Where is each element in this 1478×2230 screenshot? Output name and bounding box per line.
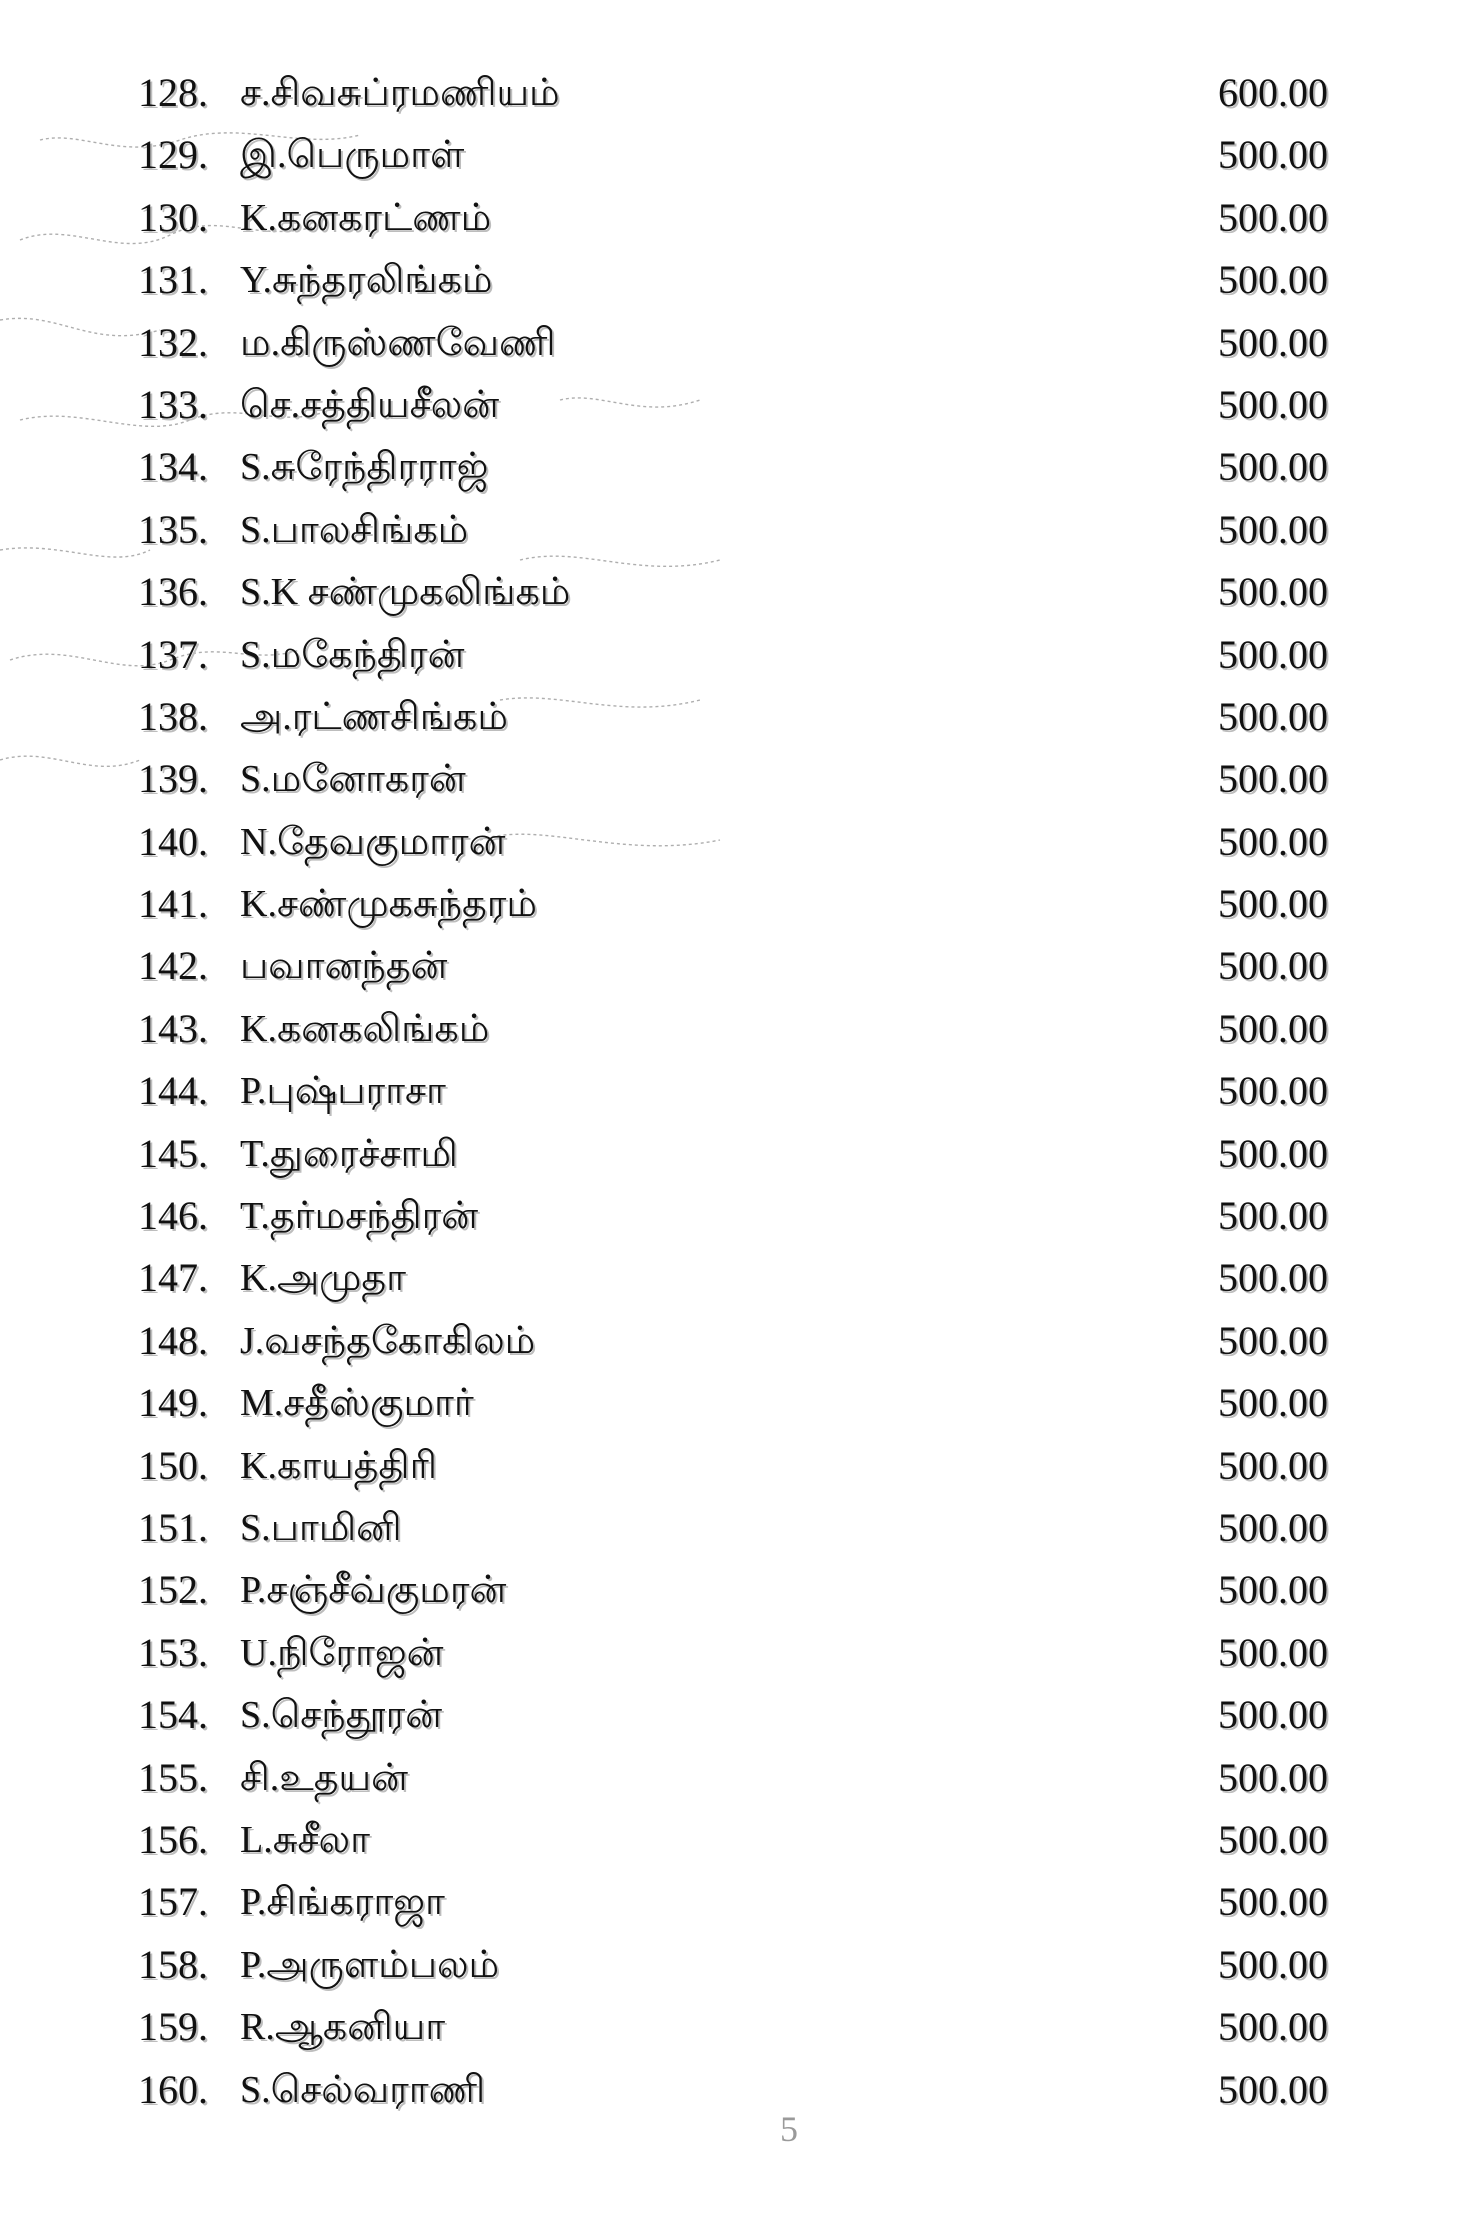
- entry-amount: 500.00: [1218, 693, 1328, 739]
- entry-amount: 500.00: [1218, 132, 1328, 178]
- entry-number: 148.: [138, 1317, 208, 1363]
- entry-number: 143.: [138, 1005, 208, 1051]
- entry-amount: 500.00: [1218, 1255, 1328, 1301]
- entry-amount: 600.00: [1218, 70, 1328, 115]
- entry-number: 131.: [138, 257, 208, 303]
- entry-amount: 500.00: [1218, 1193, 1328, 1239]
- entry-name: அ.ரட்ணசிங்கம்: [240, 695, 508, 738]
- entry-number: 140.: [138, 818, 208, 864]
- list-item: [0, 1123, 1478, 1185]
- entry-number: 129.: [138, 132, 208, 178]
- list-item: [0, 1747, 1478, 1809]
- entry-name: K.அமுதா: [240, 1257, 406, 1300]
- list-item: [0, 312, 1478, 374]
- entry-number: 144.: [138, 1068, 208, 1114]
- entry-amount: 500.00: [1218, 818, 1328, 864]
- entry-amount: 500.00: [1218, 381, 1328, 427]
- entry-number: 145.: [138, 1130, 208, 1176]
- list-item: [0, 1247, 1478, 1309]
- list-item: [0, 1684, 1478, 1746]
- entry-name: P.புஷ்பராசா: [240, 1070, 446, 1113]
- list-item: [0, 1497, 1478, 1559]
- entry-amount: 500.00: [1218, 943, 1328, 989]
- entry-name: செ.சத்தியசீலன்: [240, 383, 500, 426]
- list-item: [0, 1809, 1478, 1871]
- entry-amount: 500.00: [1218, 1130, 1328, 1176]
- entry-number: 135.: [138, 506, 208, 552]
- entry-number: 150.: [138, 1442, 208, 1488]
- list-item: [0, 998, 1478, 1060]
- entry-number: 160.: [138, 2066, 208, 2112]
- entry-number: 128.: [138, 70, 208, 115]
- list-item: [0, 1871, 1478, 1933]
- entry-name: K.கனகரட்ணம்: [240, 196, 492, 239]
- entry-name: S.மகேந்திரன்: [240, 633, 465, 676]
- entry-number: 142.: [138, 943, 208, 989]
- entry-name: S.சுரேந்திரராஜ்: [240, 446, 489, 489]
- entry-amount: 500.00: [1218, 569, 1328, 615]
- entry-name: L.சுசீலா: [240, 1818, 370, 1861]
- entry-name: S.K சண்முகலிங்கம்: [240, 571, 571, 614]
- entry-number: 141.: [138, 881, 208, 927]
- list-item: [0, 686, 1478, 748]
- entry-amount: 500.00: [1218, 1005, 1328, 1051]
- list-item: [0, 436, 1478, 498]
- entry-name: K.கனகலிங்கம்: [240, 1007, 490, 1050]
- entry-name: P.சிங்கராஜா: [240, 1881, 445, 1924]
- entry-amount: 500.00: [1218, 1068, 1328, 1114]
- entry-name: பவானந்தன்: [240, 945, 448, 988]
- entry-number: 157.: [138, 1879, 208, 1925]
- entry-amount: 500.00: [1218, 1879, 1328, 1925]
- entry-name: S.மனோகரன்: [240, 758, 466, 801]
- entry-name: S.பாமினி: [240, 1506, 402, 1549]
- entry-number: 152.: [138, 1567, 208, 1613]
- list-item: [0, 811, 1478, 873]
- entry-amount: 500.00: [1218, 1941, 1328, 1987]
- entry-number: 139.: [138, 756, 208, 802]
- entry-name: ம.கிருஸ்ணவேணி: [240, 321, 556, 364]
- entry-name: R.ஆகனியா: [240, 2006, 446, 2049]
- list-item: [0, 624, 1478, 686]
- entry-amount: 500.00: [1218, 194, 1328, 240]
- entry-number: 137.: [138, 631, 208, 677]
- entry-name: U.நிரோஜன்: [240, 1631, 444, 1674]
- entry-name: P.அருளம்பலம்: [240, 1943, 500, 1986]
- entry-number: 132.: [138, 319, 208, 365]
- entry-number: 155.: [138, 1754, 208, 1800]
- list-item: [0, 1622, 1478, 1684]
- list-item: [0, 748, 1478, 810]
- entry-amount: 500.00: [1218, 1692, 1328, 1738]
- page-number: 5: [780, 2109, 798, 2149]
- list-item: [0, 1372, 1478, 1434]
- entry-name: சி.உதயன்: [240, 1756, 408, 1799]
- list-item: [0, 2059, 1478, 2121]
- entry-name: S.பாலசிங்கம்: [240, 508, 469, 551]
- list-item: [0, 561, 1478, 623]
- entry-number: 153.: [138, 1629, 208, 1675]
- entry-number: 147.: [138, 1255, 208, 1301]
- entry-amount: 500.00: [1218, 506, 1328, 552]
- entry-amount: 500.00: [1218, 631, 1328, 677]
- list-item: [0, 187, 1478, 249]
- entry-amount: 500.00: [1218, 444, 1328, 490]
- list-item: [0, 1934, 1478, 1996]
- entry-amount: 500.00: [1218, 1442, 1328, 1488]
- list-item: [0, 374, 1478, 436]
- entry-name: S.செந்தூரன்: [240, 1694, 443, 1737]
- list-item: [0, 1435, 1478, 1497]
- entry-number: 146.: [138, 1193, 208, 1239]
- entry-amount: 500.00: [1218, 319, 1328, 365]
- entry-number: 159.: [138, 2004, 208, 2050]
- entry-amount: 500.00: [1218, 1629, 1328, 1675]
- entry-amount: 500.00: [1218, 1567, 1328, 1613]
- entry-number: 130.: [138, 194, 208, 240]
- entry-amount: 500.00: [1218, 1816, 1328, 1862]
- entry-amount: 500.00: [1218, 881, 1328, 927]
- entry-name: S.செல்வராணி: [240, 2068, 486, 2111]
- entry-number: 154.: [138, 1692, 208, 1738]
- entry-amount: 500.00: [1218, 1317, 1328, 1363]
- list-item: [0, 124, 1478, 186]
- entry-name: K.காயத்திரி: [240, 1444, 437, 1487]
- list-item: [0, 873, 1478, 935]
- list-item: [0, 1060, 1478, 1122]
- list-item: [0, 499, 1478, 561]
- entry-amount: 500.00: [1218, 1504, 1328, 1550]
- entry-name: J.வசந்தகோகிலம்: [240, 1319, 536, 1362]
- entry-name: M.சதீஸ்குமார்: [240, 1382, 474, 1425]
- entry-amount: 500.00: [1218, 1380, 1328, 1426]
- entry-name: N.தேவகுமாரன்: [240, 820, 506, 863]
- entry-amount: 500.00: [1218, 2066, 1328, 2112]
- entry-name: K.சண்முகசுந்தரம்: [240, 883, 537, 926]
- entry-number: 151.: [138, 1504, 208, 1550]
- entry-name: T.தர்மசந்திரன்: [240, 1195, 479, 1238]
- entry-name: T.துரைச்சாமி: [240, 1132, 458, 1175]
- entry-amount: 500.00: [1218, 1754, 1328, 1800]
- entry-amount: 500.00: [1218, 2004, 1328, 2050]
- list-item: [0, 249, 1478, 311]
- list-item: [0, 1996, 1478, 2058]
- entry-number: 134.: [138, 444, 208, 490]
- entry-name: இ.பெருமாள்: [240, 134, 465, 177]
- entry-name: Y.சுந்தரலிங்கம்: [240, 259, 493, 302]
- entry-number: 133.: [138, 381, 208, 427]
- entry-amount: 500.00: [1218, 756, 1328, 802]
- list-item: [0, 1185, 1478, 1247]
- list-item: [0, 62, 1478, 124]
- list-item: [0, 1310, 1478, 1372]
- entry-number: 149.: [138, 1380, 208, 1426]
- entry-number: 156.: [138, 1816, 208, 1862]
- entry-number: 136.: [138, 569, 208, 615]
- contribution-list: [0, 62, 1478, 2121]
- entry-name: ச.சிவசுப்ரமணியம்: [240, 72, 560, 114]
- entry-amount: 500.00: [1218, 257, 1328, 303]
- list-item: [0, 1559, 1478, 1621]
- entry-number: 138.: [138, 693, 208, 739]
- list-item: [0, 935, 1478, 997]
- entry-name: P.சஞ்சீவ்குமரன்: [240, 1569, 507, 1612]
- entry-number: 158.: [138, 1941, 208, 1987]
